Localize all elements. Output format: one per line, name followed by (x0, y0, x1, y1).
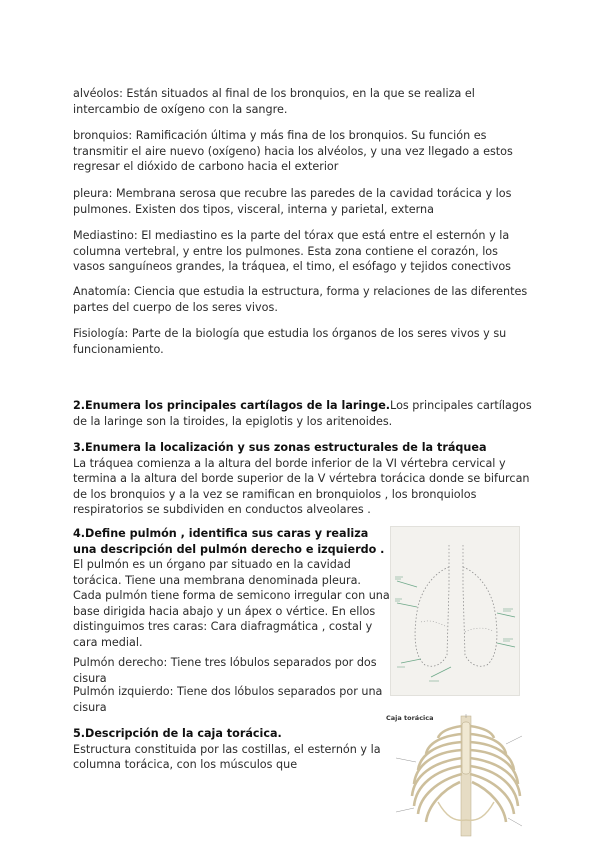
definition-term: bronquios: (73, 129, 133, 142)
left-lung-text: Pulmón izquierdo: Tiene dos lóbulos separados por una cisura (73, 685, 383, 714)
right-lung-text: Pulmón derecho: Tiene tres lóbulos separados por dos cisura (73, 656, 377, 685)
question-3 (73, 440, 533, 518)
definition-text: Ramificación última y más fina de los bronquios. Su función es transmitir el aire nuevo (oxígeno) hacia los alvéolos, y una vez llegado a estos regresar el dióxido de carbono hacia el exterior (73, 129, 513, 173)
question-2 (73, 398, 533, 429)
question-4-left-lung (73, 684, 391, 715)
lungs-sketch-drawing (391, 527, 520, 696)
definition-term: alvéolos: (73, 87, 123, 100)
question-5 (73, 726, 391, 773)
question-3-title: 3.Enumera la localización y sus zonas estructurales de la tráquea (73, 441, 487, 454)
question-2-title: 2.Enumera los principales cartílagos de la laringe. (73, 399, 391, 412)
question-5-title: 5.Descripción de la caja torácica. (73, 727, 282, 740)
question-4 (73, 526, 391, 650)
question-4-text: El pulmón es un órgano par situado en la cavidad torácica. Tiene una membrana denominada pleura. Cada pulmón tiene forma de semicono irregular con una base dirigida hacia abajo y un ápex o vértice. En ellos distinguimos tres caras: Cara diafragmática , costal y cara medial. (73, 558, 390, 649)
definition-anatomia (73, 284, 533, 315)
definition-fisiologia (73, 326, 533, 357)
definition-term: Mediastino: (73, 229, 138, 242)
definition-text: Están situados al final de los bronquios, en la que se realiza el intercambio de oxígeno con la sangre. (73, 87, 475, 116)
definition-pleura (73, 186, 533, 217)
ribcage-illustration (382, 708, 552, 838)
definition-term: Fisiología: (73, 327, 129, 340)
definition-bronquios (73, 128, 533, 175)
definition-term: pleura: (73, 187, 113, 200)
ribcage-title: Caja torácica (386, 714, 434, 722)
definition-text: Ciencia que estudia la estructura, forma y relaciones de las diferentes partes del cuerpo de los seres vivos. (73, 285, 528, 314)
lungs-sketch-image (390, 526, 520, 696)
definition-term: Anatomía: (73, 285, 131, 298)
question-4-right-lung (73, 655, 391, 686)
question-3-text: La tráquea comienza a la altura del borde inferior de la VI vértebra cervical y termina a la altura del borde superior de la V vértebra torácica donde se bifurcan de los bronquios y a la vez se ramifican en bronquiolos , los bronquiolos respiratorios se subdividen en conductos alveolares . (73, 456, 530, 516)
ribcage-drawing (382, 708, 552, 838)
definition-text: Membrana serosa que recubre las paredes de la cavidad torácica y los pulmones. Existen dos tipos, visceral, interna y parietal, externa (73, 187, 512, 216)
question-5-text: Estructura constituida por las costillas, el esternón y la columna torácica, con los músculos que (73, 742, 381, 771)
question-2-text: Los principales cartílagos de la laringe son la tiroides, la epiglotis y los aritenoides. (73, 399, 532, 428)
question-4-title: 4.Define pulmón , identifica sus caras y realiza una descripción del pulmón derecho e izquierdo . (73, 527, 385, 556)
definition-alveolos (73, 86, 533, 117)
definition-mediastino (73, 228, 533, 275)
definition-text: El mediastino es la parte del tórax que está entre el esternón y la columna vertebral, y entre los pulmones. Esta zona contiene el corazón, los vasos sanguíneos grandes, la tráquea, el timo, el esófago y tejidos conectivos (73, 229, 511, 273)
definition-text: Parte de la biología que estudia los órganos de los seres vivos y su funcionamiento. (73, 327, 507, 356)
